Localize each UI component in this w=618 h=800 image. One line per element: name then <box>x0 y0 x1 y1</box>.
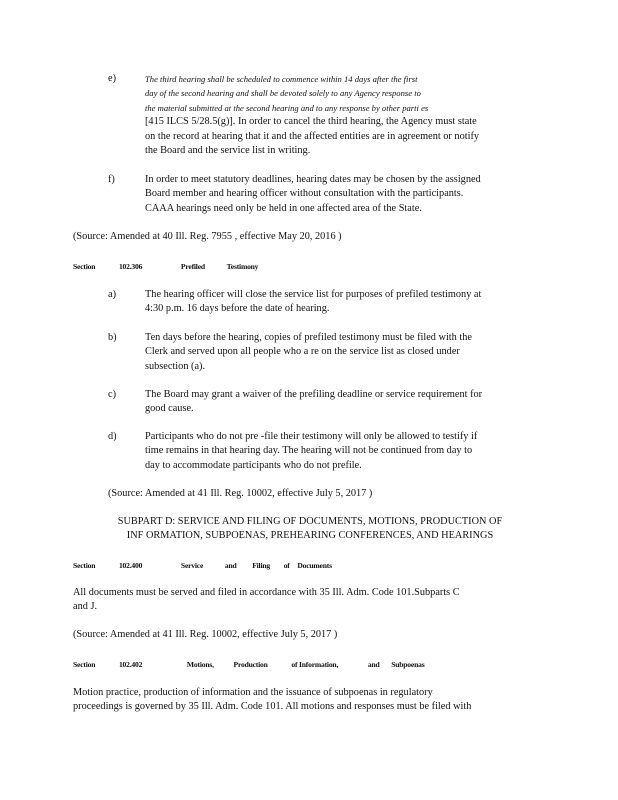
text-line: day of the second hearing and shall be devoted solely to any Agency response to <box>145 88 421 99</box>
subpart-line: SUBPART D: SERVICE AND FILING OF DOCUMENTS, MOTIONS, PRODUCTION OF <box>117 516 503 527</box>
section-label: Section <box>73 262 96 271</box>
source-note: (Source: Amended at 41 Ill. Reg. 10002, effective July 5, 2017 ) <box>73 629 338 640</box>
section-title: of <box>283 561 290 570</box>
text-line: and J. <box>73 601 98 613</box>
section-label: Section <box>73 660 96 669</box>
item-f-text <box>145 173 538 216</box>
item-a-text <box>145 288 538 317</box>
item-e-text <box>145 72 538 158</box>
text-line: on the record at hearing that it and the affected entities are in agreement or notify <box>145 130 480 142</box>
item-label-a: a) <box>108 289 116 300</box>
source-note: (Source: Amended at 40 Ill. Reg. 7955 , effective May 20, 2016 ) <box>73 231 342 242</box>
section-label: Section <box>73 561 96 570</box>
text-line: The Board may grant a waiver of the prefiling deadline or service requirement for <box>145 389 483 400</box>
text-line: Ten days before the hearing, copies of prefiled testimony must be filed with the <box>145 332 472 343</box>
text-line: Motion practice, production of information and the issuance of subpoenas in regulatory <box>73 687 433 698</box>
text-line: day to accommodate participants who do not prefile. <box>145 459 362 471</box>
section-title: Motions, <box>186 660 214 669</box>
item-b-text <box>145 331 538 374</box>
text-line: Clerk and served upon all people who a re on the service list as closed under <box>145 346 460 358</box>
section-title: and <box>224 561 237 570</box>
text-line: Participants who do not pre -file their testimony will only be allowed to testify if <box>145 431 478 442</box>
subpart-heading <box>60 515 560 544</box>
section-title: Service <box>180 561 204 570</box>
text-line: good cause. <box>145 403 194 415</box>
section-title: Filing <box>252 561 270 570</box>
text-line: subsection (a). <box>145 360 206 372</box>
section-102-400-text <box>73 586 538 615</box>
text-line: [415 ILCS 5/28.5(g)]. In order to cancel the third hearing, the Agency must state <box>145 116 477 128</box>
source-note: (Source: Amended at 41 Ill. Reg. 10002, effective July 5, 2017 ) <box>108 488 373 499</box>
text-line: time remains in that hearing day. The hearing will not be continued from day to <box>145 445 473 457</box>
section-code: 102.402 <box>118 660 143 669</box>
text-line: 4:30 p.m. 16 days before the date of hearing. <box>145 303 330 315</box>
text-line: the Board and the service list in writing. <box>145 145 311 157</box>
item-label-f: f) <box>108 174 115 185</box>
subpart-line: INF ORMATION, SUBPOENAS, PREHEARING CONFERENCES, AND HEARINGS <box>126 530 494 542</box>
section-title: and <box>367 660 380 669</box>
item-label-b: b) <box>108 332 117 343</box>
item-c-text <box>145 388 538 417</box>
text-line: The hearing officer will close the service list for purposes of prefiled testimony at <box>145 289 482 300</box>
section-title: of Information, <box>291 660 339 669</box>
section-code: 102.306 <box>118 262 143 271</box>
section-title: Subpoenas <box>391 660 425 669</box>
section-title: Documents <box>297 561 332 570</box>
section-title: Production <box>233 660 268 669</box>
section-heading-102-400 <box>73 561 332 570</box>
text-line: All documents must be served and filed in accordance with 35 Ill. Adm. Code 101.Subparts C <box>73 587 460 598</box>
item-label-e: e) <box>108 73 116 84</box>
section-heading-102-402 <box>73 660 424 669</box>
text-line: In order to meet statutory deadlines, hearing dates may be chosen by the assigned <box>145 174 481 185</box>
section-title: Prefiled <box>180 262 205 271</box>
item-label-d: d) <box>108 431 117 442</box>
section-102-402-text <box>73 686 543 715</box>
text-line: proceedings is governed by 35 Ill. Adm. Code 101. All motions and responses must be filed with <box>73 701 472 713</box>
section-heading-102-306 <box>73 262 258 271</box>
item-d-text <box>145 430 538 473</box>
text-line: the material submitted at the second hearing and to any response by other parti es <box>145 102 429 113</box>
text-line: Board member and hearing officer without consultation with the participants. <box>145 188 464 200</box>
section-title: Testimony <box>226 262 259 271</box>
text-line: CAAA hearings need only be held in one affected area of the State. <box>145 202 422 214</box>
text-line: The third hearing shall be scheduled to commence within 14 days after the first <box>145 74 418 84</box>
item-label-c: c) <box>108 389 116 400</box>
section-code: 102.400 <box>118 561 143 570</box>
